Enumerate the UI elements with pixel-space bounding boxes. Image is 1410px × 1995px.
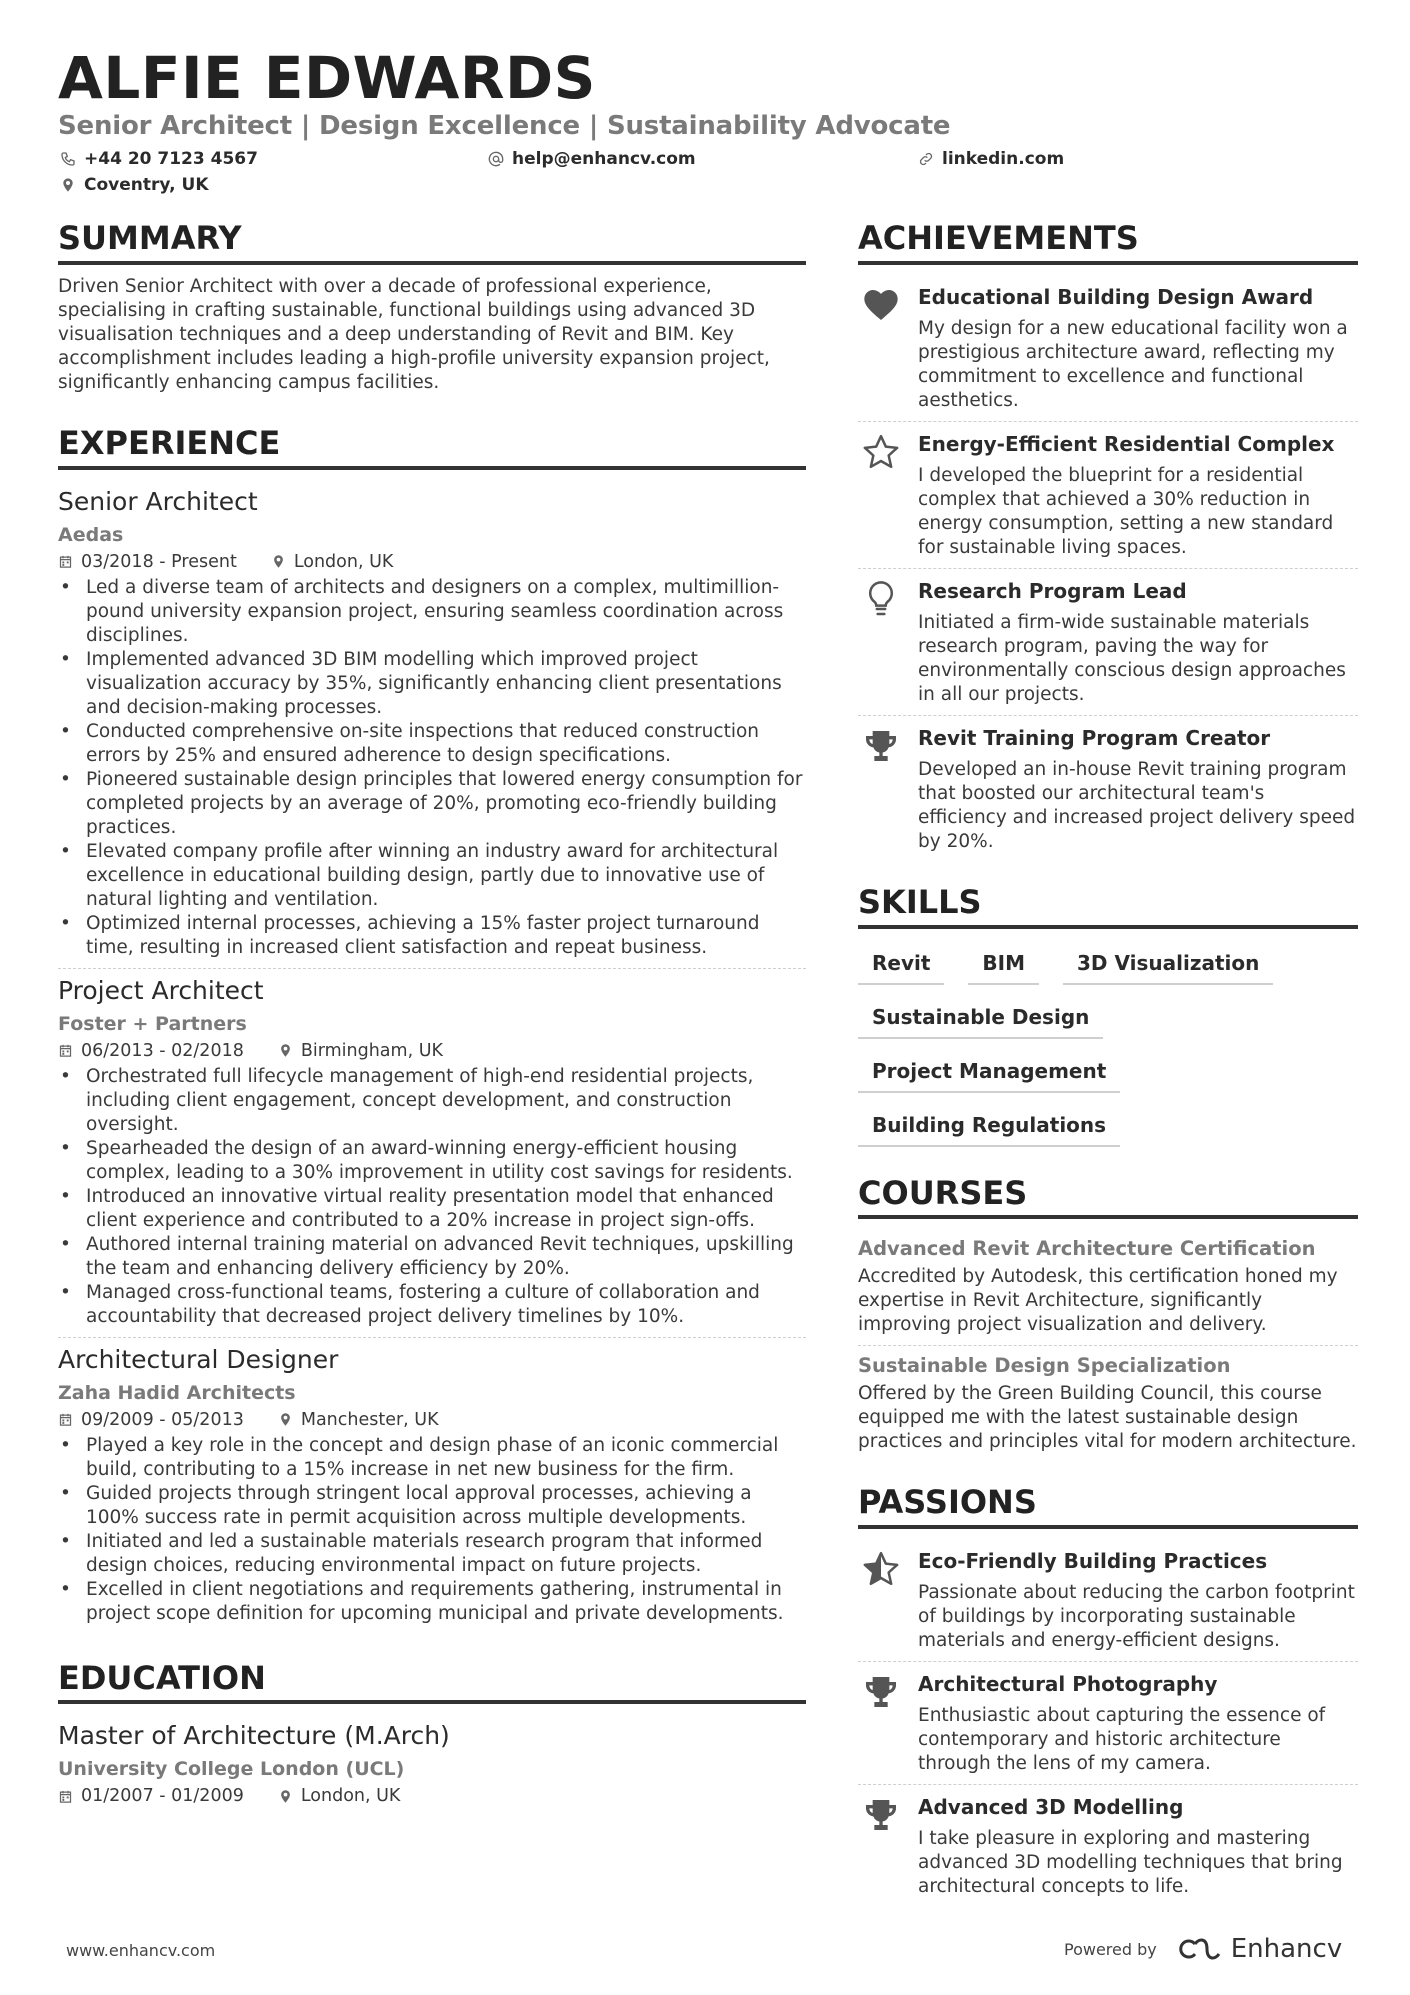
education-entry [58, 1714, 806, 1816]
education-section [58, 1660, 806, 1817]
bullet-item: • Played a key role in the concept and design phase of an iconic commercial build, contributing to a 15% increase in net new business for the firm. [58, 1434, 806, 1482]
job-role: Project Architect [58, 975, 264, 1005]
achievement-title: Research Program Lead [918, 578, 1187, 603]
bullet-item: • Orchestrated full lifecycle management of high-end residential projects, including client engagement, concept development, and construction oversight. [58, 1065, 806, 1137]
achievements-section [858, 220, 1358, 862]
enhancv-logo [1175, 1934, 1342, 1964]
courses-section [858, 1175, 1358, 1463]
education-dates: 01/2007 - 01/2009 [81, 1786, 244, 1807]
achievement-desc: Developed an in-house Revit training program that boosted our architectural team's efficiency and increased project delivery speed by 20%. [918, 758, 1356, 852]
achievement-item [858, 716, 1358, 862]
bullet-item: • Spearheaded the design of an award-winning energy-efficient housing complex, leading to a 30% improvement in utility cost savings for residents. [58, 1137, 806, 1185]
skill-tag: Revit [858, 945, 944, 985]
location-pin-icon [278, 1789, 293, 1804]
course-item [858, 1229, 1358, 1346]
skills-list [858, 939, 1358, 1147]
skill-tag: 3D Visualization [1063, 945, 1273, 985]
education-title: EDUCATION [58, 1660, 806, 1705]
achievement-item [858, 275, 1358, 422]
bullet-item: • Optimized internal processes, achieving a 15% faster project turnaround time, resulting in increased client satisfaction and repeat business. [58, 912, 806, 960]
passion-title: Architectural Photography [918, 1672, 1218, 1697]
achievement-item [858, 422, 1358, 569]
candidate-name: ALFIE EDWARDS [58, 44, 596, 112]
star-outline-icon [861, 432, 901, 472]
job-location: London, UK [293, 551, 394, 572]
lightbulb-icon [861, 579, 901, 619]
footer-brand[interactable] [1064, 1934, 1342, 1964]
contact-phone [60, 149, 258, 169]
passions-title: PASSIONS [858, 1484, 1358, 1529]
heart-icon [861, 285, 901, 325]
job-company: Foster + Partners [58, 1012, 247, 1035]
job-role: Architectural Designer [58, 1344, 339, 1374]
location-pin-icon [278, 1043, 293, 1058]
bullet-item: • Elevated company profile after winning an industry award for architectural excellence in educational building design, partly due to innovative use of natural lighting and ventilation. [58, 840, 806, 912]
achievement-desc: I developed the blueprint for a residential complex that achieved a 30% reduction in energy consumption, setting a new standard for sustainable living spaces. [918, 464, 1334, 558]
experience-section [58, 425, 806, 1634]
experience-title: EXPERIENCE [58, 425, 806, 470]
job-entry [58, 969, 806, 1338]
location-text: Coventry, UK [84, 175, 209, 195]
job-meta [58, 1039, 806, 1063]
calendar-icon [58, 554, 73, 569]
passion-item [858, 1662, 1358, 1785]
trophy-icon [861, 1672, 901, 1712]
job-dates: 09/2009 - 05/2013 [81, 1409, 244, 1430]
degree: Master of Architecture (M.Arch) [58, 1721, 450, 1751]
bullet-item: • Introduced an innovative virtual reality presentation model that enhanced client experience and contributed to a 20% increase in project sign-offs. [58, 1185, 806, 1233]
bullet-item: • Excelled in client negotiations and requirements gathering, instrumental in project scope definition for upcoming municipal and private developments. [58, 1578, 806, 1626]
bullet-item: • Implemented advanced 3D BIM modelling which improved project visualization accuracy by 35%, significantly enhancing client presentations and decision-making processes. [58, 648, 806, 720]
job-dates: 03/2018 - Present [81, 551, 237, 572]
bullet-item: • Conducted comprehensive on-site inspections that reduced construction errors by 25% and ensured adherence to design specifications. [58, 720, 806, 768]
at-icon [488, 151, 504, 167]
skill-tag: BIM [968, 945, 1039, 985]
star-half-icon [861, 1549, 901, 1589]
bullet-item: • Pioneered sustainable design principles that lowered energy consumption for completed projects by an average of 20%, promoting eco-friendly building practices. [58, 768, 806, 840]
job-meta [58, 1408, 806, 1432]
job-dates: 06/2013 - 02/2018 [81, 1040, 244, 1061]
link-icon [918, 151, 934, 167]
education-meta [58, 1784, 806, 1808]
courses-title: COURSES [858, 1175, 1358, 1220]
job-role: Senior Architect [58, 486, 258, 516]
powered-by-text: Powered by [1064, 1939, 1157, 1959]
enhancv-logo-icon [1175, 1936, 1223, 1962]
passion-title: Advanced 3D Modelling [918, 1795, 1184, 1820]
job-location: Manchester, UK [300, 1409, 439, 1430]
course-title: Sustainable Design Specialization [858, 1354, 1231, 1378]
achievement-desc: Initiated a firm-wide sustainable materials research program, paving the way for environmentally conscious design approaches in all our projects. [918, 611, 1346, 705]
course-item [858, 1346, 1358, 1462]
brand-text: Enhancv [1230, 1934, 1343, 1964]
linkedin-text: linkedin.com [942, 149, 1065, 169]
skills-section [858, 884, 1358, 1147]
trophy-icon [861, 726, 901, 766]
job-entry [58, 480, 806, 969]
calendar-icon [58, 1043, 73, 1058]
job-meta [58, 550, 806, 574]
achievement-desc: My design for a new educational facility won a prestigious architecture award, reflecting my commitment to excellence and functional aesthetics. [918, 317, 1348, 411]
bullet-item: • Managed cross-functional teams, fostering a culture of collaboration and accountability that decreased project delivery timelines by 10%. [58, 1281, 806, 1329]
email-text: help@enhancv.com [512, 149, 696, 169]
calendar-icon [58, 1412, 73, 1427]
summary-text: Driven Senior Architect with over a decade of professional experience, specialising in crafting sustainable, functional buildings using advanced 3D visualisation techniques and a deep understanding of Revit and BIM. Key accomplishment includes leading a high-profile university expansion project, significantly enhancing campus facilities. [58, 275, 770, 393]
contact-email[interactable] [488, 149, 696, 169]
passion-item [858, 1539, 1358, 1662]
passion-desc: Passionate about reducing the carbon footprint of buildings by incorporating sustainable materials and energy-efficient designs. [918, 1582, 1355, 1652]
passion-title: Eco-Friendly Building Practices [918, 1549, 1268, 1574]
job-bullets [58, 576, 806, 960]
achievement-title: Energy-Efficient Residential Complex [918, 431, 1335, 456]
achievement-title: Educational Building Design Award [918, 284, 1314, 309]
location-pin-icon [60, 177, 76, 193]
passion-desc: Enthusiastic about capturing the essence of contemporary and historic architecture through the lens of my camera. [918, 1705, 1326, 1775]
course-desc: Offered by the Green Building Council, this course equipped me with the latest sustainable design practices and principles vital for modern architecture. [858, 1383, 1357, 1453]
trophy-icon [861, 1795, 901, 1835]
course-desc: Accredited by Autodesk, this certification honed my expertise in Revit Architecture, significantly improving project visualization and delivery. [858, 1266, 1338, 1336]
course-title: Advanced Revit Architecture Certification [858, 1237, 1316, 1261]
location-pin-icon [271, 554, 286, 569]
job-company: Zaha Hadid Architects [58, 1381, 296, 1404]
skill-tag: Sustainable Design [858, 999, 1103, 1039]
summary-title: SUMMARY [58, 220, 806, 265]
bullet-item: • Guided projects through stringent local approval processes, achieving a 100% success rate in permit acquisition across multiple developments. [58, 1482, 806, 1530]
contact-linkedin[interactable] [918, 149, 1064, 169]
passion-desc: I take pleasure in exploring and mastering advanced 3D modelling techniques that bring architectural concepts to life. [918, 1828, 1343, 1898]
achievement-title: Revit Training Program Creator [918, 725, 1271, 750]
summary-section [58, 220, 806, 395]
bullet-item: • Led a diverse team of architects and designers on a complex, multimillion-pound university expansion project, ensuring seamless coordination across disciplines. [58, 576, 806, 648]
headline: Senior Architect | Design Excellence | Sustainability Advocate [58, 111, 951, 141]
school: University College London (UCL) [58, 1758, 405, 1781]
job-location: Birmingham, UK [300, 1040, 443, 1061]
skill-tag: Building Regulations [858, 1107, 1120, 1147]
achievements-title: ACHIEVEMENTS [858, 220, 1358, 265]
right-column [858, 220, 1358, 1907]
job-bullets [58, 1434, 806, 1626]
skills-title: SKILLS [858, 884, 1358, 929]
achievement-item [858, 569, 1358, 716]
phone-icon [60, 151, 76, 167]
calendar-icon [58, 1789, 73, 1804]
phone-text: +44 20 7123 4567 [84, 149, 258, 169]
job-bullets [58, 1065, 806, 1329]
job-entry [58, 1338, 806, 1634]
location-pin-icon [278, 1412, 293, 1427]
footer-website[interactable]: www.enhancv.com [66, 1941, 216, 1960]
passions-section [858, 1484, 1358, 1907]
education-location: London, UK [300, 1786, 401, 1807]
skill-tag: Project Management [858, 1053, 1120, 1093]
job-company: Aedas [58, 523, 124, 546]
bullet-item: • Authored internal training material on advanced Revit techniques, upskilling the team and enhancing delivery efficiency by 20%. [58, 1233, 806, 1281]
bullet-item: • Initiated and led a sustainable materials research program that informed design choices, reducing environmental impact on future projects. [58, 1530, 806, 1578]
left-column [58, 220, 806, 1816]
contact-location [60, 175, 209, 195]
passion-item [858, 1785, 1358, 1907]
